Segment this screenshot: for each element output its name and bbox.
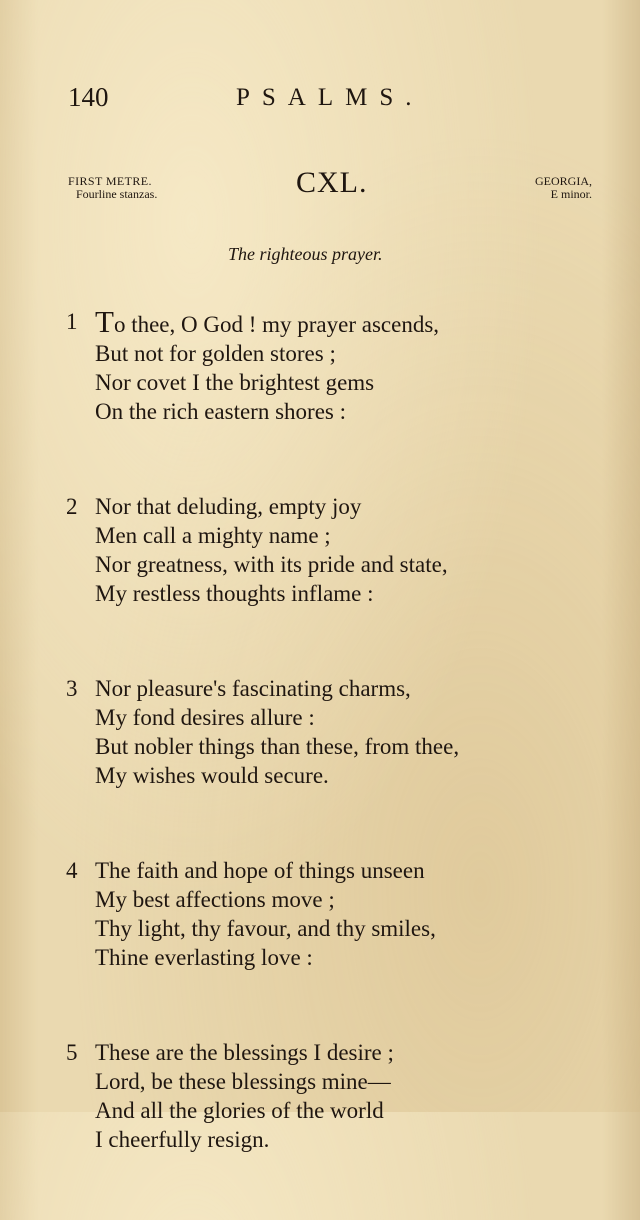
verse-line: Thy light, thy favour, and thy smiles, <box>95 916 436 941</box>
verse-line: My restless thoughts inflame : <box>95 581 374 606</box>
metre-info <box>68 175 157 201</box>
verse-line: Nor greatness, with its pride and state, <box>95 552 448 577</box>
stanza-number: 3 <box>66 676 78 701</box>
stanza-lines <box>95 674 586 790</box>
verse-line: On the rich eastern shores : <box>95 399 347 424</box>
verse-line: My wishes would secure. <box>95 763 329 788</box>
running-head <box>68 82 438 122</box>
verse-line: Thine everlasting love : <box>95 945 313 970</box>
verse-line: These are the blessings I desire ; <box>95 1040 394 1065</box>
stanza-number: 2 <box>66 494 78 519</box>
metre-label: FIRST METRE. <box>68 174 152 188</box>
verse-line: My fond desires allure : <box>95 705 315 730</box>
verse-line: Nor that deluding, empty joy <box>95 494 362 519</box>
stanza-number: 5 <box>66 1040 78 1065</box>
stanza <box>66 304 586 426</box>
stanza <box>66 492 586 608</box>
tune-key: E minor. <box>550 187 592 201</box>
verse-line: The faith and hope of things unseen <box>95 858 425 883</box>
stanza <box>66 674 586 790</box>
verse-line: Nor covet I the brightest gems <box>95 370 375 395</box>
verse-line: Men call a mighty name ; <box>95 523 331 548</box>
verse-line-text: o thee, O God ! my prayer ascends, <box>113 312 440 337</box>
verse-line: My best affections move ; <box>95 887 335 912</box>
verse-line: I cheerfully resign. <box>95 1127 270 1152</box>
verse-line: But not for golden stores ; <box>95 341 336 366</box>
verse-line <box>95 304 586 339</box>
verse-line: And all the glories of the world <box>95 1098 384 1123</box>
stanza-lines <box>95 492 586 608</box>
stanza <box>66 856 586 972</box>
stanza <box>66 1038 586 1154</box>
stanza-lines <box>95 1038 586 1154</box>
page-number: 140 <box>68 82 109 112</box>
verse-line: Nor pleasure's fascinating charms, <box>95 676 411 701</box>
stanza-lines <box>95 304 586 426</box>
running-title: PSALMS. <box>236 84 424 111</box>
verse-line: But nobler things than these, from thee, <box>95 734 460 759</box>
verse-line: Lord, be these blessings mine— <box>95 1069 391 1094</box>
tune-name: GEORGIA, <box>535 174 592 188</box>
stanza-list <box>66 304 586 1220</box>
psalm-subtitle: The righteous prayer. <box>228 244 383 264</box>
drop-cap: T <box>95 304 114 339</box>
stanza-number: 4 <box>66 858 78 883</box>
psalm-number: CXL. <box>296 166 368 199</box>
tune-info <box>535 175 592 201</box>
stanza-number: 1 <box>66 309 78 334</box>
stanza-lines <box>95 856 586 972</box>
stanza-form-label: Fourline stanzas. <box>76 187 158 201</box>
